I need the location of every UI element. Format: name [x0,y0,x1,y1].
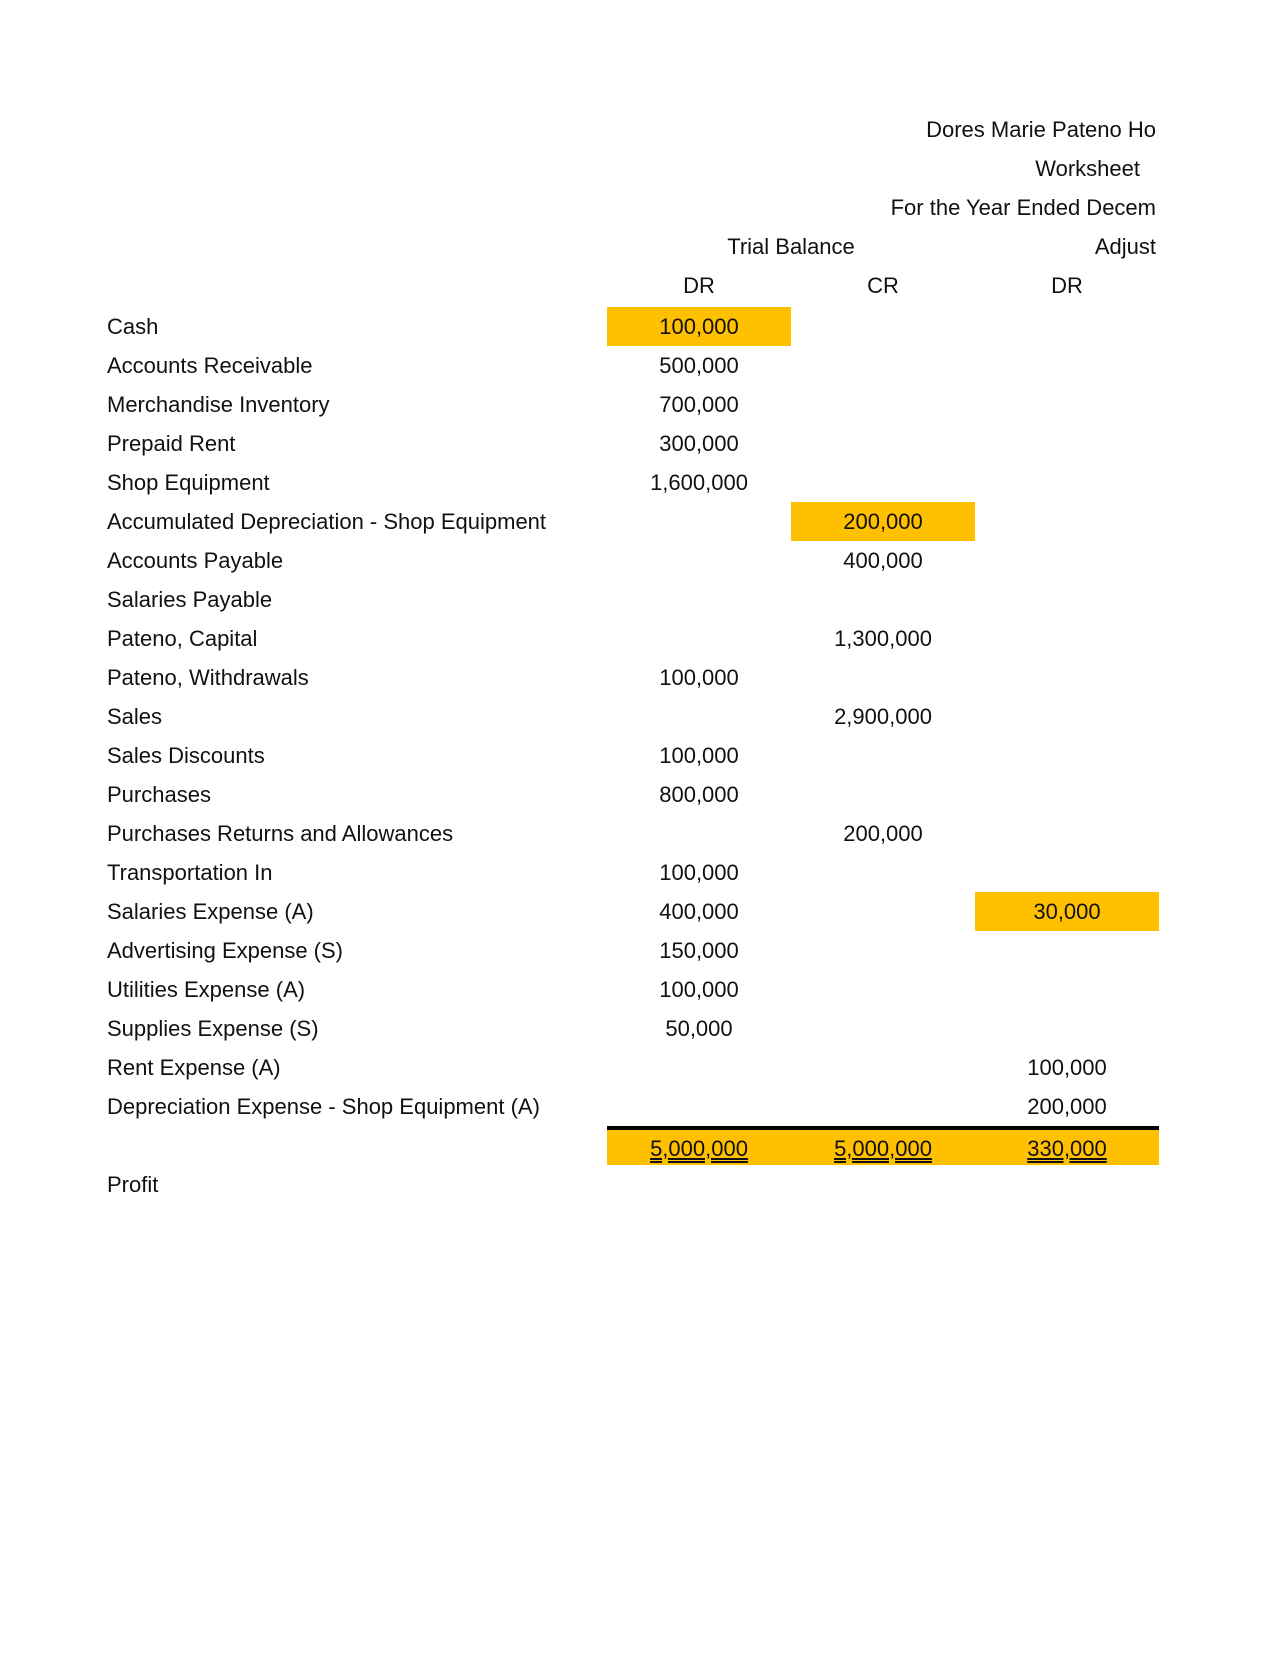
tb-cr-cell: 200,000 [843,821,923,846]
account-name: Merchandise Inventory [107,392,330,417]
tb-cr-cell [791,580,975,619]
adj-dr-cell [975,814,1159,853]
tb-cr-cell [791,658,975,697]
col-adj-dr-heading: DR [1051,273,1083,298]
account-name: Prepaid Rent [107,431,236,456]
account-name: Utilities Expense (A) [107,977,306,1002]
tb-dr-cell [607,580,791,619]
total-adj-dr-value: 330,000 [1027,1136,1107,1161]
tb-dr-cell: 100,000 [659,860,739,885]
adj-dr-cell [975,463,1159,502]
adj-dr-cell [975,307,1159,346]
tb-dr-cell: 800,000 [659,782,739,807]
adj-dr-cell [975,619,1159,658]
adj-dr-cell [975,775,1159,814]
tb-cr-cell [791,463,975,502]
tb-cr-cell [791,736,975,775]
adj-dr-cell: 200,000 [1027,1094,1107,1119]
account-name: Shop Equipment [107,470,270,495]
tb-dr-cell: 1,600,000 [650,470,748,495]
adj-dr-cell [975,931,1159,970]
period-line: For the Year Ended Decem [890,195,1156,220]
tb-cr-cell [791,931,975,970]
tb-dr-cell: 100,000 [659,977,739,1002]
tb-cr-cell [791,892,975,931]
account-name: Cash [107,314,159,339]
tb-cr-cell [791,970,975,1009]
tb-cr-cell: 2,900,000 [834,704,932,729]
tb-cr-cell [791,1009,975,1048]
adj-dr-cell [975,970,1159,1009]
total-tb-dr-cell [607,1126,791,1165]
tb-dr-cell: 100,000 [607,307,791,346]
adj-dr-cell [975,385,1159,424]
trial-balance-heading: Trial Balance [727,234,855,259]
account-name: Salaries Payable [107,587,273,612]
tb-dr-cell [607,502,791,541]
adj-dr-cell [975,346,1159,385]
total-adj-dr-cell [975,1126,1159,1165]
tb-dr-cell: 50,000 [665,1016,733,1041]
account-name: Transportation In [107,860,273,885]
tb-cr-cell [791,424,975,463]
company-name: Dores Marie Pateno Ho [926,117,1156,142]
adj-dr-cell: 30,000 [975,892,1159,931]
account-name: Rent Expense (A) [107,1055,281,1080]
tb-cr-cell [791,775,975,814]
account-name: Pateno, Withdrawals [107,665,309,690]
tb-dr-cell [607,541,791,580]
account-name: Salaries Expense (A) [107,899,314,924]
tb-dr-cell [607,697,791,736]
adj-dr-cell [975,697,1159,736]
tb-dr-cell: 700,000 [659,392,739,417]
tb-dr-cell: 400,000 [659,899,739,924]
adj-dr-cell [975,580,1159,619]
adj-dr-cell [975,1009,1159,1048]
tb-dr-cell [607,1048,791,1087]
account-name: Purchases Returns and Allowances [107,821,454,846]
tb-dr-cell: 100,000 [659,665,739,690]
account-name: Sales [107,704,163,729]
tb-dr-cell: 100,000 [659,743,739,768]
account-name: Advertising Expense (S) [107,938,343,963]
account-name: Accounts Receivable [107,353,313,378]
total-tb-cr-value: 5,000,000 [834,1136,932,1161]
tb-dr-cell [607,619,791,658]
adj-dr-cell [975,853,1159,892]
tb-cr-cell: 400,000 [843,548,923,573]
account-name: Pateno, Capital [107,626,258,651]
account-name: Accumulated Depreciation - Shop Equipment [107,509,547,534]
tb-cr-cell [791,307,975,346]
tb-cr-cell: 1,300,000 [834,626,932,651]
adjustments-heading: Adjust [1094,234,1156,259]
account-name: Supplies Expense (S) [107,1016,319,1041]
total-tb-dr-value: 5,000,000 [650,1136,748,1161]
profit-label: Profit [107,1172,159,1197]
adj-dr-cell [975,736,1159,775]
account-name: Sales Discounts [107,743,265,768]
tb-cr-cell [791,346,975,385]
tb-dr-cell: 500,000 [659,353,739,378]
account-name: Accounts Payable [107,548,284,573]
tb-cr-cell [791,1087,975,1126]
adj-dr-cell [975,424,1159,463]
tb-cr-cell: 200,000 [791,502,975,541]
col-tb-dr-heading: DR [683,273,715,298]
worksheet-title: Worksheet [1035,156,1140,181]
tb-dr-cell: 300,000 [659,431,739,456]
adj-dr-cell [975,658,1159,697]
total-tb-cr-cell [791,1126,975,1165]
tb-cr-cell [791,1048,975,1087]
account-name: Depreciation Expense - Shop Equipment (A) [107,1094,540,1119]
adj-dr-cell [975,541,1159,580]
account-name: Purchases [107,782,211,807]
tb-dr-cell [607,814,791,853]
tb-dr-cell: 150,000 [659,938,739,963]
col-tb-cr-heading: CR [867,273,899,298]
adj-dr-cell: 100,000 [1027,1055,1107,1080]
tb-cr-cell [791,853,975,892]
adj-dr-cell [975,502,1159,541]
tb-cr-cell [791,385,975,424]
tb-dr-cell [607,1087,791,1126]
